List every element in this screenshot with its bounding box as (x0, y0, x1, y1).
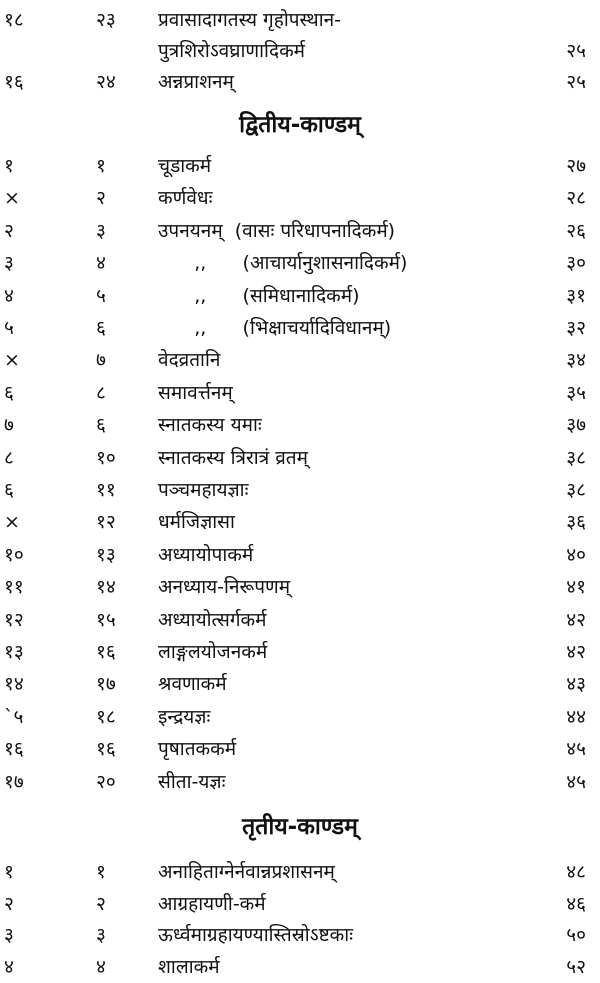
page-number: ३१ (566, 284, 586, 307)
page-number: ३८ (566, 479, 586, 501)
toc-row (0, 182, 600, 214)
serial-number: १ (96, 861, 106, 883)
entry-title: स्नातकस्य यमाः (158, 414, 262, 437)
section2-heading: द्वितीय-काण्डम् (239, 112, 361, 138)
serial-number: १४ (96, 576, 116, 599)
serial-number: ३ (96, 219, 106, 242)
serial-number: ६ (96, 317, 106, 339)
sutra-number: × (4, 187, 20, 210)
entry-title: उपनयनम् (वासः परिधापनादिकर्म) (158, 219, 396, 242)
entry-title: आग्रहायणी-कर्म (158, 892, 266, 915)
toc-row (0, 4, 600, 36)
entry-title: प्रवासादागतस्य गृहोपस्थान- (158, 9, 342, 31)
sutra-number: १ (4, 861, 14, 883)
toc-row (0, 247, 600, 279)
entry-title: अध्यायोत्सर्गकर्म (158, 608, 267, 631)
toc-row (0, 66, 600, 98)
sutra-number: १० (4, 543, 24, 566)
toc-row (0, 474, 600, 506)
serial-number: १० (96, 446, 116, 469)
sutra-number: ३ (4, 252, 14, 275)
page-number: ५० (566, 924, 586, 946)
toc-row (0, 215, 600, 247)
serial-number: २० (96, 770, 116, 793)
entry-title: कर्णवेधः (158, 187, 213, 210)
entry-title: पुत्रशिरोऽवघ्राणादिकर्म (158, 40, 306, 62)
toc-row (0, 571, 600, 603)
sutra-number: ४ (4, 955, 14, 978)
sutra-number: ६ (4, 479, 14, 501)
sutra-number: × (4, 511, 20, 534)
toc-row (0, 409, 600, 441)
serial-number: १३ (96, 543, 116, 566)
entry-title: शालाकर्म (158, 955, 220, 978)
serial-number: १६ (96, 641, 116, 663)
page-number: ४८ (566, 861, 586, 883)
page-number: ४१ (566, 576, 586, 599)
serial-number: १८ (96, 705, 116, 728)
serial-number: ४ (96, 252, 106, 275)
toc-row (0, 506, 600, 538)
page-number: ३५ (566, 381, 586, 404)
page-number: ३७ (566, 414, 586, 437)
page-number: २५ (566, 40, 586, 62)
serial-number: २ (96, 892, 106, 915)
page-number: ३६ (566, 511, 586, 534)
page-number: २८ (566, 187, 586, 210)
page-number: २५ (566, 71, 586, 93)
page-number: ४० (566, 543, 586, 566)
toc-row (0, 856, 600, 888)
entry-title: स्नातकस्य त्रिरात्रं व्रतम् (158, 446, 308, 469)
entry-title: पृषातककर्म (158, 738, 237, 761)
entry-title: वेदव्रतानि (158, 349, 221, 372)
serial-number: २ (96, 187, 106, 210)
entry-title: लाङ्गलयोजनकर्म (158, 641, 268, 663)
serial-number: ८ (96, 381, 106, 404)
toc-row (0, 442, 600, 474)
entry-title: अनाहिताग्नेर्नवान्नप्रशासनम् (158, 861, 335, 883)
entry-title: अध्यायोपाकर्म (158, 543, 254, 566)
page-number: ३४ (566, 349, 586, 372)
entry-title: इन्द्रयज्ञः (158, 705, 211, 728)
page-number: ४२ (566, 641, 586, 663)
page-number: २७ (566, 155, 586, 177)
entry-title: ऊर्ध्वमाग्रहायण्यास्तिस्रोऽष्टकाः (158, 924, 354, 946)
sutra-number: १३ (4, 641, 24, 663)
serial-number: २३ (96, 9, 116, 31)
page-number: २६ (566, 219, 586, 242)
serial-number: ३ (96, 924, 106, 946)
toc-row (0, 668, 600, 700)
serial-number: १२ (96, 511, 116, 534)
serial-number: १ (96, 155, 106, 177)
sutra-number: ११ (4, 576, 24, 599)
page-number: ४४ (566, 705, 586, 728)
page-number: ४३ (566, 673, 586, 696)
entry-title: अन्नप्राशनम् (158, 71, 234, 93)
serial-number: ६ (96, 414, 106, 437)
toc-row (0, 919, 600, 951)
entry-title: ,, (भिक्षाचर्यादिविधानम्) (158, 317, 392, 339)
serial-number: १६ (96, 738, 116, 761)
sutra-number: ८ (4, 446, 14, 469)
sutra-number: ४ (4, 284, 14, 307)
page-number: ३० (566, 252, 586, 275)
page-number: ४५ (566, 738, 586, 761)
page-number: ३२ (566, 317, 586, 339)
entry-title: अनध्याय-निरूपणम् (158, 576, 291, 599)
sutra-number: २ (4, 219, 14, 242)
sutra-number: ६ (4, 381, 14, 404)
sutra-number: `५ (4, 705, 24, 728)
toc-row (0, 35, 600, 67)
serial-number: २४ (96, 71, 116, 93)
page-number: ५२ (566, 955, 586, 978)
sutra-number: १ (4, 155, 14, 177)
section3-heading: तृतीय-काण्डम् (242, 814, 358, 840)
toc-row (0, 539, 600, 571)
toc-row (0, 951, 600, 983)
toc-row (0, 733, 600, 765)
toc-row (0, 766, 600, 798)
entry-title: धर्मजिज्ञासा (158, 511, 235, 534)
toc-row (0, 150, 600, 182)
toc-row (0, 701, 600, 733)
sutra-number: × (4, 349, 20, 372)
sutra-number: १६ (4, 71, 24, 93)
toc-row (0, 377, 600, 409)
page-number: ३८ (566, 446, 586, 469)
page-number: ४२ (566, 608, 586, 631)
page-number: ४५ (566, 770, 586, 793)
sutra-number: १६ (4, 738, 24, 761)
serial-number: ७ (96, 349, 106, 372)
sutra-number: ७ (4, 414, 14, 437)
entry-title: श्रवणाकर्म (158, 673, 227, 696)
serial-number: १५ (96, 608, 116, 631)
sutra-number: १४ (4, 673, 24, 696)
entry-title: समावर्त्तनम् (158, 381, 233, 404)
serial-number: १७ (96, 673, 116, 696)
entry-title: पञ्चमहायज्ञाः (158, 479, 249, 501)
toc-row (0, 636, 600, 668)
sutra-number: १२ (4, 608, 24, 631)
serial-number: ५ (96, 284, 106, 307)
serial-number: ४ (96, 955, 106, 978)
entry-title: चूडाकर्म (158, 155, 212, 177)
toc-row (0, 280, 600, 312)
entry-title: सीता-यज्ञः (158, 770, 226, 793)
page-number: ४६ (566, 892, 586, 915)
sutra-number: १७ (4, 770, 24, 793)
sutra-number: ३ (4, 924, 14, 946)
toc-row (0, 888, 600, 920)
sutra-number: १८ (4, 9, 24, 31)
toc-row (0, 604, 600, 636)
sutra-number: ५ (4, 317, 14, 339)
entry-title: ,, (समिधानादिकर्म) (158, 284, 360, 307)
sutra-number: २ (4, 892, 14, 915)
entry-title: ,, (आचार्यानुशासनादिकर्म) (158, 252, 408, 275)
serial-number: ११ (96, 479, 116, 501)
toc-row (0, 312, 600, 344)
toc-row (0, 344, 600, 376)
